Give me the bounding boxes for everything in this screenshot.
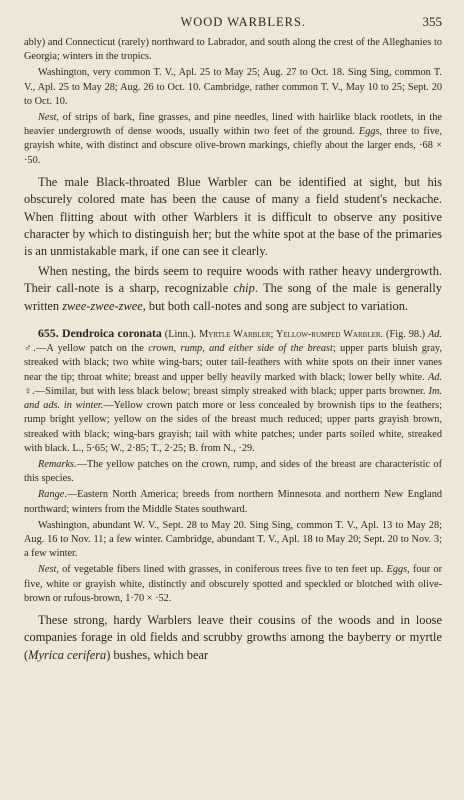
records-text: Washington, very common T. V., Apl. 25 to May 25; Aug. 27 to Oct. 18. Sing Sing, common T. V., Apl. 25 to May 28; Aug. 26 to Oct. 10. Cambridge, rather common T. V., May 10 to 25; Sept. 20 to Oct. 10.: [24, 67, 442, 107]
range-text: .—Eastern North America; breeds from northern Minnesota and northern New England northward; winters from the Middle States southward.: [24, 489, 442, 515]
range-text: ably) and Connecticut (rarely) northward to Labrador, and south along the crest of the Alleghanies to Georgia; winters in the tropics.: [24, 37, 442, 63]
nest-label: Nest: [38, 112, 57, 124]
nest-label: Nest: [38, 564, 57, 576]
female-description: —Similar, but with less black below; breast simply streaked with black; upper parts browner.: [34, 385, 429, 397]
remarks-label: Remarks: [38, 458, 75, 470]
nest-paragraph: [24, 563, 442, 606]
range-label: Range: [38, 489, 65, 501]
scientific-name: Myrica cerifera: [28, 647, 107, 662]
essay-paragraph: [24, 612, 442, 664]
winter-description: —Yellow crown patch more or less concealed by brownish tips to the feathers; rump bright yellow; yellow on the sides of the breast much reduced; upper parts grayish brown, streaked with black; wing-bars grayish; tail with white patches; under parts soiled white, streaked with black. L., 5·65; W., 2·85; T., 2·25; B. from N., ·29.: [24, 400, 442, 454]
records-text: Washington, abundant W. V., Sept. 28 to May 20. Sing Sing, common T. V., Apl. 13 to May 28; Aug. 16 to Nov. 11; a few winter. Cambridge, abundant T. V., Apl. 18 to May 20; Sept. 20 to Nov. 3; a few winter.: [24, 519, 442, 560]
male-label: Ad. ♂.: [24, 329, 442, 355]
essay-text: The male Black-throated Blue Warbler can be identified at sight, but his obscurely colored mate has been the cause of many a field student's neckache. When flitting about with other Warblers it is difficult to observe any positive character by which to distinguish her; but the white spot at the base of the primaries is an unmistakable mark, if one can see it clearly.: [24, 174, 442, 259]
eggs-text: , four or five, white or grayish white, distinctly and obscurely spotted and speckled or blotched with olive-brown or rufous-brown, 1·70 × ·52.: [24, 564, 442, 604]
essay-text: ) bushes, which bear: [106, 647, 209, 662]
essay-text: . The song of the male is generally written: [24, 281, 442, 313]
page-header: [24, 14, 442, 36]
eggs-label: Eggs: [386, 564, 408, 576]
nest-text: , of vegetable fibers lined with grasses, in coniferous trees five to ten feet up.: [56, 564, 387, 576]
species-heading: 655. Dendroica coronata: [38, 326, 162, 341]
nest-text: , of strips of bark, fine grasses, and pine needles, lined with hairlike black rootlets, in the heavier undergrowth of dense woods, usually within two feet of the ground.: [24, 112, 442, 138]
song-transcription: zwee-zwee-zwee: [62, 298, 143, 313]
range-paragraph: [24, 488, 442, 516]
winter-label: Im. and ads. in winter.: [24, 385, 443, 412]
female-label: Ad. ♀.: [24, 371, 442, 397]
essay-text: , but both call-notes and song are subject to variation.: [142, 298, 409, 313]
essay-paragraph: [24, 174, 442, 261]
records-paragraph: [24, 519, 442, 562]
running-title: WOOD WARBLERS.: [180, 15, 307, 29]
remarks-text: .—The yellow patches on the crown, rump, and sides of the breast are characteristic of this species.: [24, 458, 442, 485]
remarks-paragraph: [24, 458, 442, 486]
figure-reference: (Fig. 98.): [383, 329, 428, 341]
eggs-label: Eggs: [358, 126, 380, 138]
eggs-text: , three to five, grayish white, with distinct and obscure olive-brown markings, chiefly about the larger ends, ·68 × ·50.: [24, 126, 442, 166]
essay-text: These strong, hardy Warblers leave their cousins of the woods and in loose companies forage in old fields and scrubby growths among the bayberry or myrtle (: [24, 612, 442, 662]
call-note-term: chip: [233, 281, 255, 296]
male-description: —A yellow patch on the: [36, 343, 149, 355]
species-authority: (Linn.).: [161, 329, 200, 341]
species-entry: [24, 326, 442, 456]
essay-text: When nesting, the birds seem to require woods with rather heavy undergrowth. Their call-note is a sharp, recognizable: [24, 263, 442, 296]
range-continuation: [24, 36, 442, 64]
male-description: ; upper parts bluish gray, streaked with black; two white wing-bars; outer tail-feathers with white spots on their inner vanes near the tip; throat white; breast and upper belly heavily marked with black; lower belly white.: [24, 343, 442, 383]
common-names: Myrtle Warbler; Yellow-rumped Warbler.: [199, 329, 384, 341]
essay-paragraph: [24, 263, 442, 315]
page-number: 355: [422, 14, 442, 29]
nest-paragraph: [24, 111, 442, 168]
male-description-emphasis: crown, rump, and either side of the breast: [148, 343, 333, 355]
records-paragraph: [24, 66, 442, 109]
